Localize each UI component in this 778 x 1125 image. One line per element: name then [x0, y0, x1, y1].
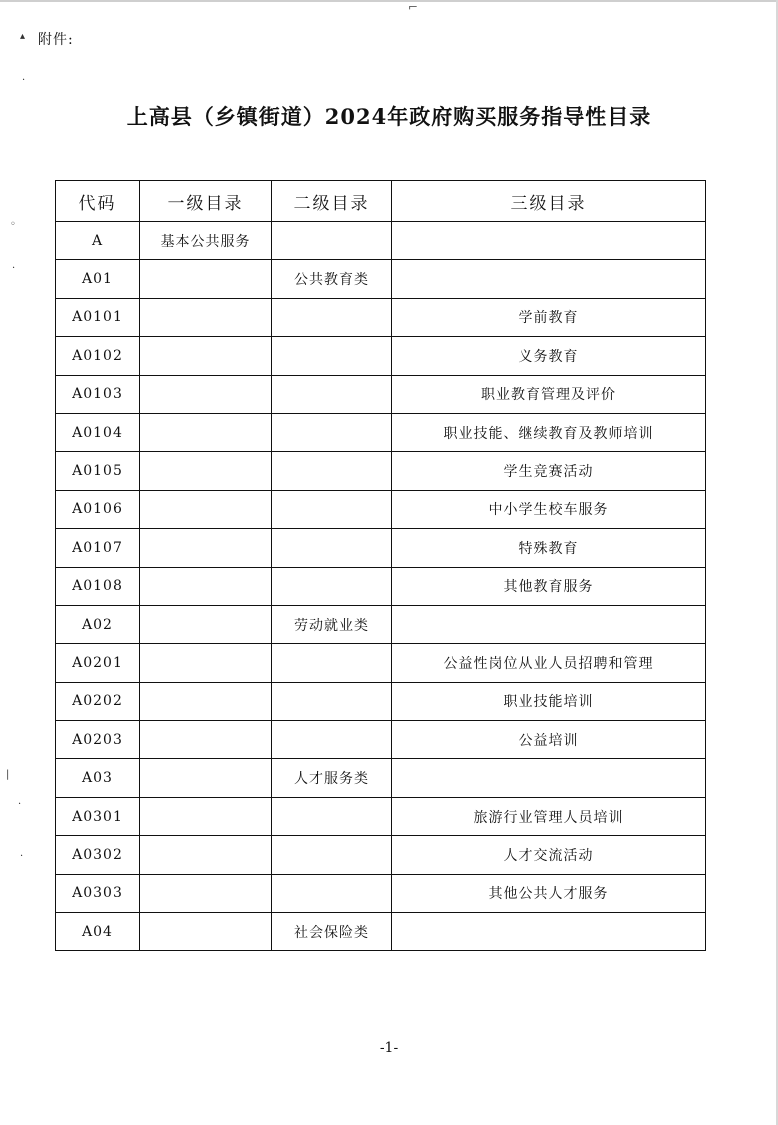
cell-level2: 人才服务类: [272, 759, 392, 797]
cell-level1: [140, 529, 272, 567]
cell-level1: [140, 836, 272, 874]
cell-code: A04: [56, 913, 140, 951]
table-row: [56, 452, 706, 490]
column-header-level2: 二级目录: [272, 181, 392, 222]
cell-level2: [272, 567, 392, 605]
table-row: [56, 836, 706, 874]
cell-code: A0104: [56, 413, 140, 451]
cell-code: A0303: [56, 874, 140, 912]
scan-speck: ·: [20, 851, 24, 862]
table-row: [56, 490, 706, 528]
table-row: [56, 529, 706, 567]
cell-level1: [140, 337, 272, 375]
table-row: [56, 260, 706, 298]
cell-code: A0103: [56, 375, 140, 413]
document-title: 上高县（乡镇街道）2024年政府购买服务指导性目录: [126, 104, 652, 129]
cell-level2: [272, 874, 392, 912]
table-row: [56, 413, 706, 451]
cell-level2: [272, 452, 392, 490]
cell-level1: [140, 759, 272, 797]
cell-level1: [140, 797, 272, 835]
table-row: [56, 874, 706, 912]
table-row: [56, 298, 706, 336]
cell-level3: 义务教育: [392, 337, 706, 375]
cell-level3: 公益性岗位从业人员招聘和管理: [392, 644, 706, 682]
catalog-table-body: [56, 222, 706, 951]
cell-level2: [272, 375, 392, 413]
cell-level2: [272, 222, 392, 260]
cell-level2: [272, 797, 392, 835]
cell-level2: [272, 337, 392, 375]
cell-level1: [140, 413, 272, 451]
cell-code: A0108: [56, 567, 140, 605]
cell-level3: [392, 260, 706, 298]
cell-level3: 公益培训: [392, 721, 706, 759]
table-row: [56, 222, 706, 260]
cell-level3: 特殊教育: [392, 529, 706, 567]
cell-level2: [272, 490, 392, 528]
scan-edge-top: [0, 0, 778, 2]
cell-level3: 其他教育服务: [392, 567, 706, 605]
cell-code: A01: [56, 260, 140, 298]
cell-level1: [140, 874, 272, 912]
cell-code: A0301: [56, 797, 140, 835]
column-header-level3: 三级目录: [392, 181, 706, 222]
cell-code: A0201: [56, 644, 140, 682]
table-row: [56, 797, 706, 835]
cell-level3: 旅游行业管理人员培训: [392, 797, 706, 835]
attachment-label: 附件:: [38, 32, 74, 48]
table-row: [56, 644, 706, 682]
cell-level2: [272, 529, 392, 567]
cell-level1: [140, 375, 272, 413]
table-row: [56, 721, 706, 759]
scan-speck: ◦: [10, 219, 16, 230]
page-number: -1-: [379, 1040, 399, 1056]
table-row: [56, 567, 706, 605]
table-header-row: [56, 181, 706, 222]
cell-code: A03: [56, 759, 140, 797]
cell-level2: [272, 682, 392, 720]
cell-level3: 学前教育: [392, 298, 706, 336]
scan-mark: ⌐: [408, 0, 419, 14]
cell-code: A0102: [56, 337, 140, 375]
cell-level1: [140, 913, 272, 951]
cell-level3: [392, 913, 706, 951]
table-row: [56, 337, 706, 375]
cell-level1: [140, 682, 272, 720]
cell-code: A0302: [56, 836, 140, 874]
table-row: [56, 375, 706, 413]
scan-speck: ·: [18, 799, 22, 810]
cell-level2: [272, 721, 392, 759]
column-header-level1: 一级目录: [140, 181, 272, 222]
cell-level3: [392, 222, 706, 260]
cell-level2: 劳动就业类: [272, 605, 392, 643]
cell-level1: [140, 644, 272, 682]
cell-code: A02: [56, 605, 140, 643]
cell-code: A0203: [56, 721, 140, 759]
table-row: [56, 605, 706, 643]
cell-level2: 公共教育类: [272, 260, 392, 298]
cell-level1: [140, 260, 272, 298]
cell-code: A0106: [56, 490, 140, 528]
scan-speck: ·: [12, 263, 16, 274]
cell-level1: [140, 490, 272, 528]
cell-level3: 职业教育管理及评价: [392, 375, 706, 413]
scan-speck: |: [6, 769, 10, 780]
cell-level2: [272, 644, 392, 682]
cell-level3: 职业技能培训: [392, 682, 706, 720]
cell-level3: 人才交流活动: [392, 836, 706, 874]
cell-level1: [140, 298, 272, 336]
cell-level1: [140, 605, 272, 643]
cell-level2: [272, 836, 392, 874]
cell-code: A0107: [56, 529, 140, 567]
cell-level2: [272, 413, 392, 451]
column-header-code: 代码: [56, 181, 140, 222]
cell-code: A0101: [56, 298, 140, 336]
table-row: [56, 913, 706, 951]
cell-level3: 中小学生校车服务: [392, 490, 706, 528]
catalog-table: [55, 180, 706, 951]
scan-speck: ▴: [20, 31, 26, 42]
cell-level3: [392, 605, 706, 643]
cell-code: A0202: [56, 682, 140, 720]
cell-level1: [140, 452, 272, 490]
cell-level3: [392, 759, 706, 797]
cell-level1: 基本公共服务: [140, 222, 272, 260]
cell-level3: 学生竞赛活动: [392, 452, 706, 490]
cell-level2: 社会保险类: [272, 913, 392, 951]
table-row: [56, 682, 706, 720]
cell-level1: [140, 721, 272, 759]
cell-level3: 其他公共人才服务: [392, 874, 706, 912]
scan-speck: ·: [22, 75, 26, 86]
cell-code: A: [56, 222, 140, 260]
cell-level2: [272, 298, 392, 336]
cell-code: A0105: [56, 452, 140, 490]
table-row: [56, 759, 706, 797]
cell-level1: [140, 567, 272, 605]
cell-level3: 职业技能、继续教育及教师培训: [392, 413, 706, 451]
